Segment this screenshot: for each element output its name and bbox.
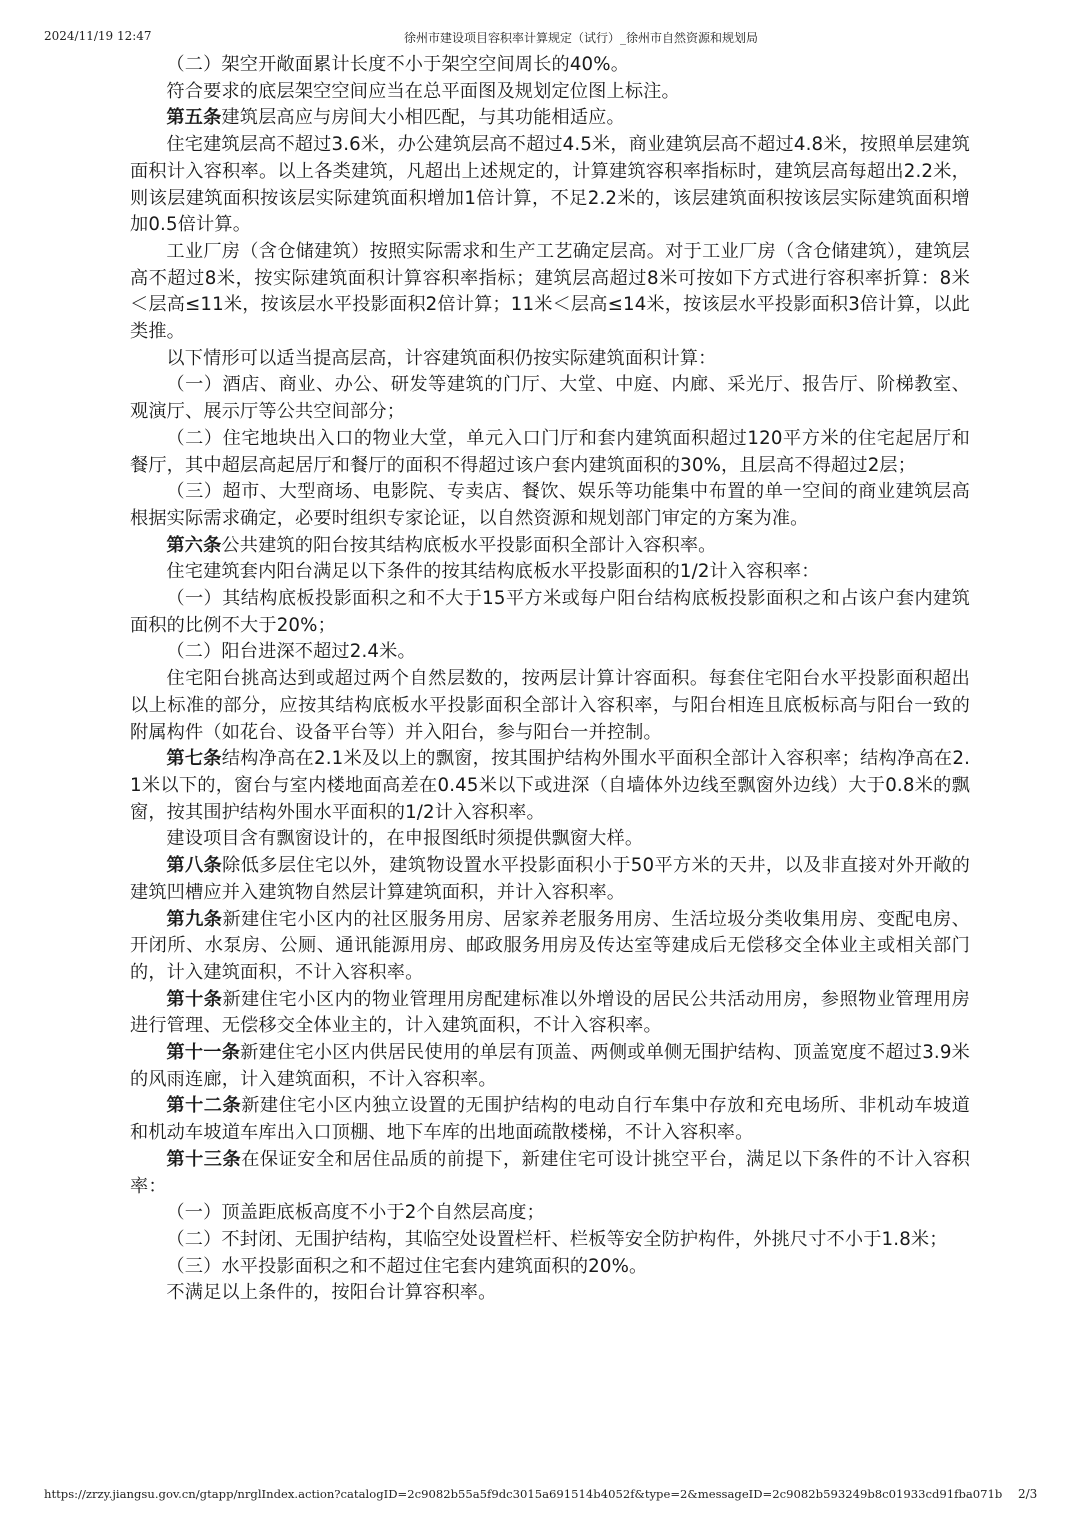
paragraph-text: （二）阳台进深不超过2.4米。 [166, 641, 416, 663]
article-heading: 第七条 [166, 748, 222, 770]
paragraph [130, 52, 970, 79]
paragraph-text: 结构净高在2.1米及以上的飘窗，按其围护结构外围水平面积全部计入容积率；结构净高在2.1米以下的，窗台与室内楼地面高差在0.45米以下或进深（自墙体外边线至飘窗外边线）大于0.8米的飘窗，按其围护结构外围水平面积的1/2计入容积率。 [130, 748, 970, 823]
paragraph [130, 79, 970, 106]
paragraph-text: 新建住宅小区内独立设置的无围护结构的电动自行车集中存放和充电场所、非机动车坡道和机动车坡道车库出入口顶棚、地下车库的出地面疏散楼梯，不计入容积率。 [130, 1095, 970, 1144]
article-heading: 第十一条 [166, 1042, 241, 1064]
paragraph-text: 住宅建筑层高不超过3.6米，办公建筑层高不超过4.5米，商业建筑层高不超过4.8米，按照单层建筑面积计入容积率。以上各类建筑，凡超出上述规定的，计算建筑容积率指标时，建筑层高每超出2.2米，则该层建筑面积按该层实际建筑面积增加1倍计算，不足2.2米的，该层建筑面积按该层实际建筑面积增加0.5倍计算。 [130, 134, 970, 236]
paragraph [130, 639, 970, 666]
document-body [130, 52, 970, 1307]
article-heading: 第八条 [166, 855, 223, 877]
paragraph-text: （一）顶盖距底板高度不小于2个自然层高度； [166, 1202, 545, 1224]
paragraph-text: 住宅阳台挑高达到或超过两个自然层数的，按两层计算计容面积。每套住宅阳台水平投影面积超出以上标准的部分，应按其结构底板水平投影面积全部计入容积率，与阳台相连且底板标高与阳台一致的附属构件（如花台、设备平台等）并入阳台，参与阳台一并控制。 [130, 668, 970, 743]
paragraph-text: 建筑层高应与房间大小相匹配，与其功能相适应。 [221, 107, 625, 129]
paragraph [130, 1040, 970, 1093]
page-number: 2/3 [1018, 1487, 1038, 1501]
paragraph-text: （一）酒店、商业、办公、研发等建筑的门厅、大堂、中庭、内廊、采光厅、报告厅、阶梯教室、观演厅、展示厅等公共空间部分； [130, 374, 970, 423]
paragraph-text: 除低多层住宅以外，建筑物设置水平投影面积小于50平方米的天井，以及非直接对外开敞的建筑凹槽应并入建筑物自然层计算建筑面积，并计入容积率。 [130, 855, 971, 903]
paragraph-text: 在保证安全和居住品质的前提下，新建住宅可设计挑空平台，满足以下条件的不计入容积率： [130, 1148, 970, 1197]
paragraph [130, 746, 970, 826]
paragraph [130, 1147, 970, 1200]
paragraph [130, 372, 970, 425]
paragraph [130, 559, 970, 586]
paragraph-text: 符合要求的底层架空空间应当在总平面图及规划定位图上标注。 [166, 80, 680, 102]
paragraph-text: 新建住宅小区内的社区服务用房、居家养老服务用房、生活垃圾分类收集用房、变配电房、开闭所、水泵房、公厕、通讯能源用房、邮政服务用房及传达室等建成后无偿移交全体业主或相关部门的，计入建筑面积，不计入容积率。 [130, 908, 970, 983]
paragraph-text: 新建住宅小区内的物业管理用房配建标准以外增设的居民公共活动用房，参照物业管理用房进行管理、无偿移交全体业主的，计入建筑面积，不计入容积率。 [130, 988, 970, 1037]
paragraph-text: 工业厂房（含仓储建筑）按照实际需求和生产工艺确定层高。对于工业厂房（含仓储建筑），建筑层高不超过8米，按实际建筑面积计算容积率指标；建筑层高超过8米可按如下方式进行容积率折算：8米＜层高≤11米，按该层水平投影面积2倍计算；11米＜层高≤14米，按该层水平投影面积3倍计算，以此类推。 [130, 240, 970, 343]
article-heading: 第九条 [166, 908, 223, 930]
paragraph [130, 132, 970, 239]
paragraph [130, 533, 970, 560]
paragraph [130, 1280, 970, 1307]
paragraph [130, 1254, 970, 1281]
paragraph-text: （二）架空开敞面累计长度不小于架空空间周长的40%。 [166, 54, 630, 75]
paragraph-text: 以下情形可以适当提高层高，计容建筑面积仍按实际建筑面积计算： [166, 347, 717, 369]
article-heading: 第十条 [166, 988, 223, 1010]
paragraph-text: （二）住宅地块出入口的物业大堂，单元入口门厅和套内建筑面积超过120平方米的住宅起居厅和餐厅，其中超层高起居厅和餐厅的面积不得超过该户套内建筑面积的30%，且层高不得超过2层； [130, 427, 970, 476]
page-url: https://zrzy.jiangsu.gov.cn/gtapp/nrglIndex.action?catalogID=2c9082b55a5f9dc3015a691514b4052f&type=2&messageID=2c9082b593249b8c01933cd91fba071b [44, 1487, 1003, 1501]
paragraph [130, 105, 970, 132]
paragraph [130, 1200, 970, 1227]
paragraph [130, 1227, 970, 1254]
paragraph [130, 666, 970, 746]
paragraph [130, 987, 970, 1040]
print-datetime: 2024/11/19 12:47 [44, 29, 152, 43]
paragraph-text: 不满足以上条件的，按阳台计算容积率。 [166, 1282, 497, 1304]
page-title: 徐州市建设项目容积率计算规定（试行）_徐州市自然资源和规划局 [404, 31, 759, 45]
paragraph-text: 公共建筑的阳台按其结构底板水平投影面积全部计入容积率。 [221, 534, 717, 556]
paragraph-text: 新建住宅小区内供居民使用的单层有顶盖、两侧或单侧无围护结构、顶盖宽度不超过3.9米的风雨连廊，计入建筑面积，不计入容积率。 [130, 1042, 971, 1090]
paragraph-text: （三）水平投影面积之和不超过住宅套内建筑面积的20%。 [166, 1255, 648, 1277]
paragraph-text: （一）其结构底板投影面积之和不大于15平方米或每户阳台结构底板投影面积之和占该户套内建筑面积的比例不大于20%； [130, 588, 970, 636]
paragraph [130, 479, 970, 532]
article-heading: 第六条 [166, 534, 222, 556]
paragraph [130, 586, 970, 639]
paragraph-text: （三）超市、大型商场、电影院、专卖店、餐饮、娱乐等功能集中布置的单一空间的商业建筑层高根据实际需求确定，必要时组织专家论证，以自然资源和规划部门审定的方案为准。 [130, 481, 970, 529]
paragraph [130, 1093, 970, 1146]
article-heading: 第五条 [166, 107, 222, 129]
article-heading: 第十二条 [166, 1095, 242, 1117]
paragraph-text: 住宅建筑套内阳台满足以下条件的按其结构底板水平投影面积的1/2计入容积率： [166, 561, 820, 583]
paragraph-text: 建设项目含有飘窗设计的，在申报图纸时须提供飘窗大样。 [166, 828, 644, 850]
paragraph-text: （二）不封闭、无围护结构，其临空处设置栏杆、栏板等安全防护构件，外挑尺寸不小于1.8米； [166, 1228, 948, 1250]
paragraph [130, 346, 970, 373]
paragraph [130, 907, 970, 987]
paragraph [130, 426, 970, 479]
paragraph [130, 853, 970, 906]
paragraph [130, 826, 970, 853]
paragraph [130, 239, 970, 346]
article-heading: 第十三条 [166, 1148, 242, 1170]
